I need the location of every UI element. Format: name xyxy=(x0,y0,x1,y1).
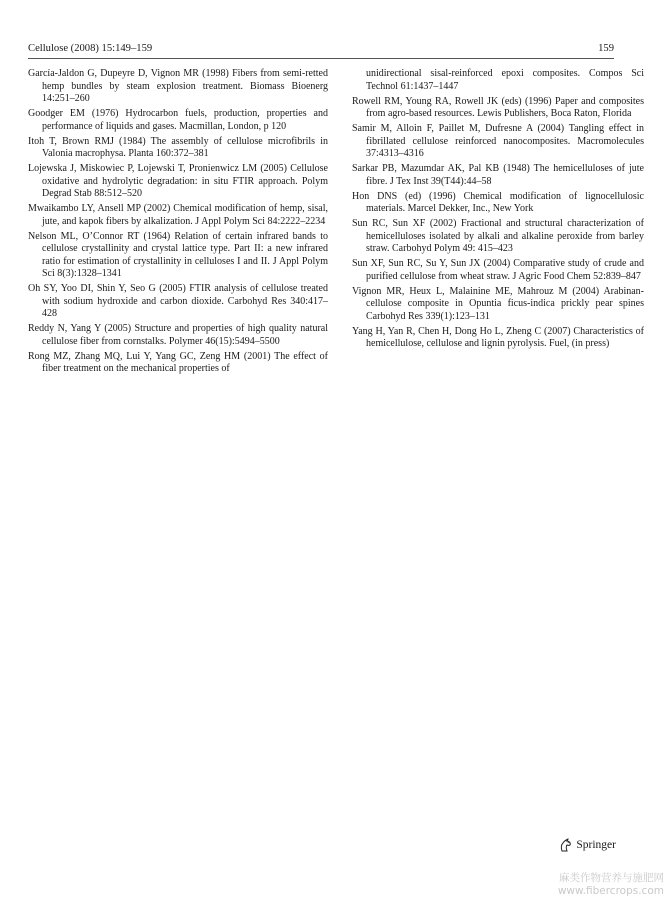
reference-item: Vignon MR, Heux L, Malainine ME, Mahrouz M (2004) Arabinan-cellulose composite in Opuntia ficus-indica prickly pear spines Carbohyd Res 339(1):123–131 xyxy=(352,285,644,322)
page-number: 159 xyxy=(598,43,614,54)
reference-item: Hon DNS (ed) (1996) Chemical modification of lignocellulosic materials. Marcel Dekker, Inc., New York xyxy=(352,190,644,214)
reference-item: Nelson ML, O’Connor RT (1964) Relation of certain infrared bands to cellulose crystallinity and crystal lattice type. Part II: a new infrared ratio for estimation of crystallinity in celluloses I and II. J Appl Polym Sci 8(3):1328–1341 xyxy=(28,230,328,279)
page-header xyxy=(28,36,614,59)
reference-item: Itoh T, Brown RMJ (1984) The assembly of cellulose microfibrils in Valonia macrophysa. Planta 160:372–381 xyxy=(28,135,328,159)
reference-item: Sun RC, Sun XF (2002) Fractional and structural characterization of hemicelluloses isolated by alkali and alkaline peroxide from barley straw. Carbohyd Polym 49: 415–423 xyxy=(352,218,644,254)
reference-item: Yang H, Yan R, Chen H, Dong Ho L, Zheng C (2007) Characteristics of hemicellulose, cellulose and lignin pyrolysis. Fuel, (in press) xyxy=(352,325,644,349)
watermark-url: www.fibercrops.com xyxy=(557,885,664,897)
reference-item: Sun XF, Sun RC, Su Y, Sun JX (2004) Comparative study of crude and purified cellulose from wheat straw. J Agric Food Chem 52:839–847 xyxy=(352,258,644,282)
publisher-logo xyxy=(559,838,616,852)
reference-item: Samir M, Alloin F, Paillet M, Dufresne A (2004) Tangling effect in fibrillated cellulose reinforced nanocomposites. Macromolecules 37:4313–4316 xyxy=(352,123,644,159)
reference-item: Lojewska J, Miskowiec P, Lojewski T, Pronienwicz LM (2005) Cellulose oxidative and hydrolytic degradation: in situ FTIR approach. Polym Degrad Stab 88:512–520 xyxy=(28,163,328,199)
springer-horse-icon xyxy=(559,838,572,852)
reference-item: Sarkar PB, Mazumdar AK, Pal KB (1948) The hemicelluloses of jute fibre. J Tex Inst 39(T44):44–58 xyxy=(352,163,644,187)
reference-item: Rowell RM, Young RA, Rowell JK (eds) (1996) Paper and composites from agro-based resources. Lewis Publishers, Boca Raton, Florida xyxy=(352,95,644,119)
watermark-site-name: 麻类作物营养与施肥网 xyxy=(559,872,664,884)
reference-item: Reddy N, Yang Y (2005) Structure and properties of high quality natural cellulose fiber from cornstalks. Polymer 46(15):5494–5500 xyxy=(28,323,328,347)
publisher-name: Springer xyxy=(576,839,616,851)
reference-item: Goodger EM (1976) Hydrocarbon fuels, production, properties and performance of liquids and gases. Macmillan, London, p 120 xyxy=(28,108,328,132)
references-right-column xyxy=(352,68,644,353)
reference-item: García-Jaldon G, Dupeyre D, Vignon MR (1998) Fibers from semi-retted hemp bundles by steam explosion treatment. Biomass Bioenerg 14:251–260 xyxy=(28,68,328,104)
reference-item: Mwaikambo LY, Ansell MP (2002) Chemical modification of hemp, sisal, jute, and kapok fibers by alkalization. J Appl Polym Sci 84:2222–2234 xyxy=(28,203,328,227)
references-left-column xyxy=(28,68,328,378)
journal-citation: Cellulose (2008) 15:149–159 xyxy=(28,43,153,54)
reference-item: Rong MZ, Zhang MQ, Lui Y, Yang GC, Zeng HM (2001) The effect of fiber treatment on the mechanical properties of xyxy=(28,350,328,374)
site-watermark xyxy=(558,872,664,898)
reference-continuation: unidirectional sisal-reinforced epoxi composites. Compos Sci Technol 61:1437–1447 xyxy=(366,68,644,92)
reference-item: Oh SY, Yoo DI, Shin Y, Seo G (2005) FTIR analysis of cellulose treated with sodium hydroxide and carbon dioxide. Carbohyd Res 340:417–428 xyxy=(28,283,328,319)
